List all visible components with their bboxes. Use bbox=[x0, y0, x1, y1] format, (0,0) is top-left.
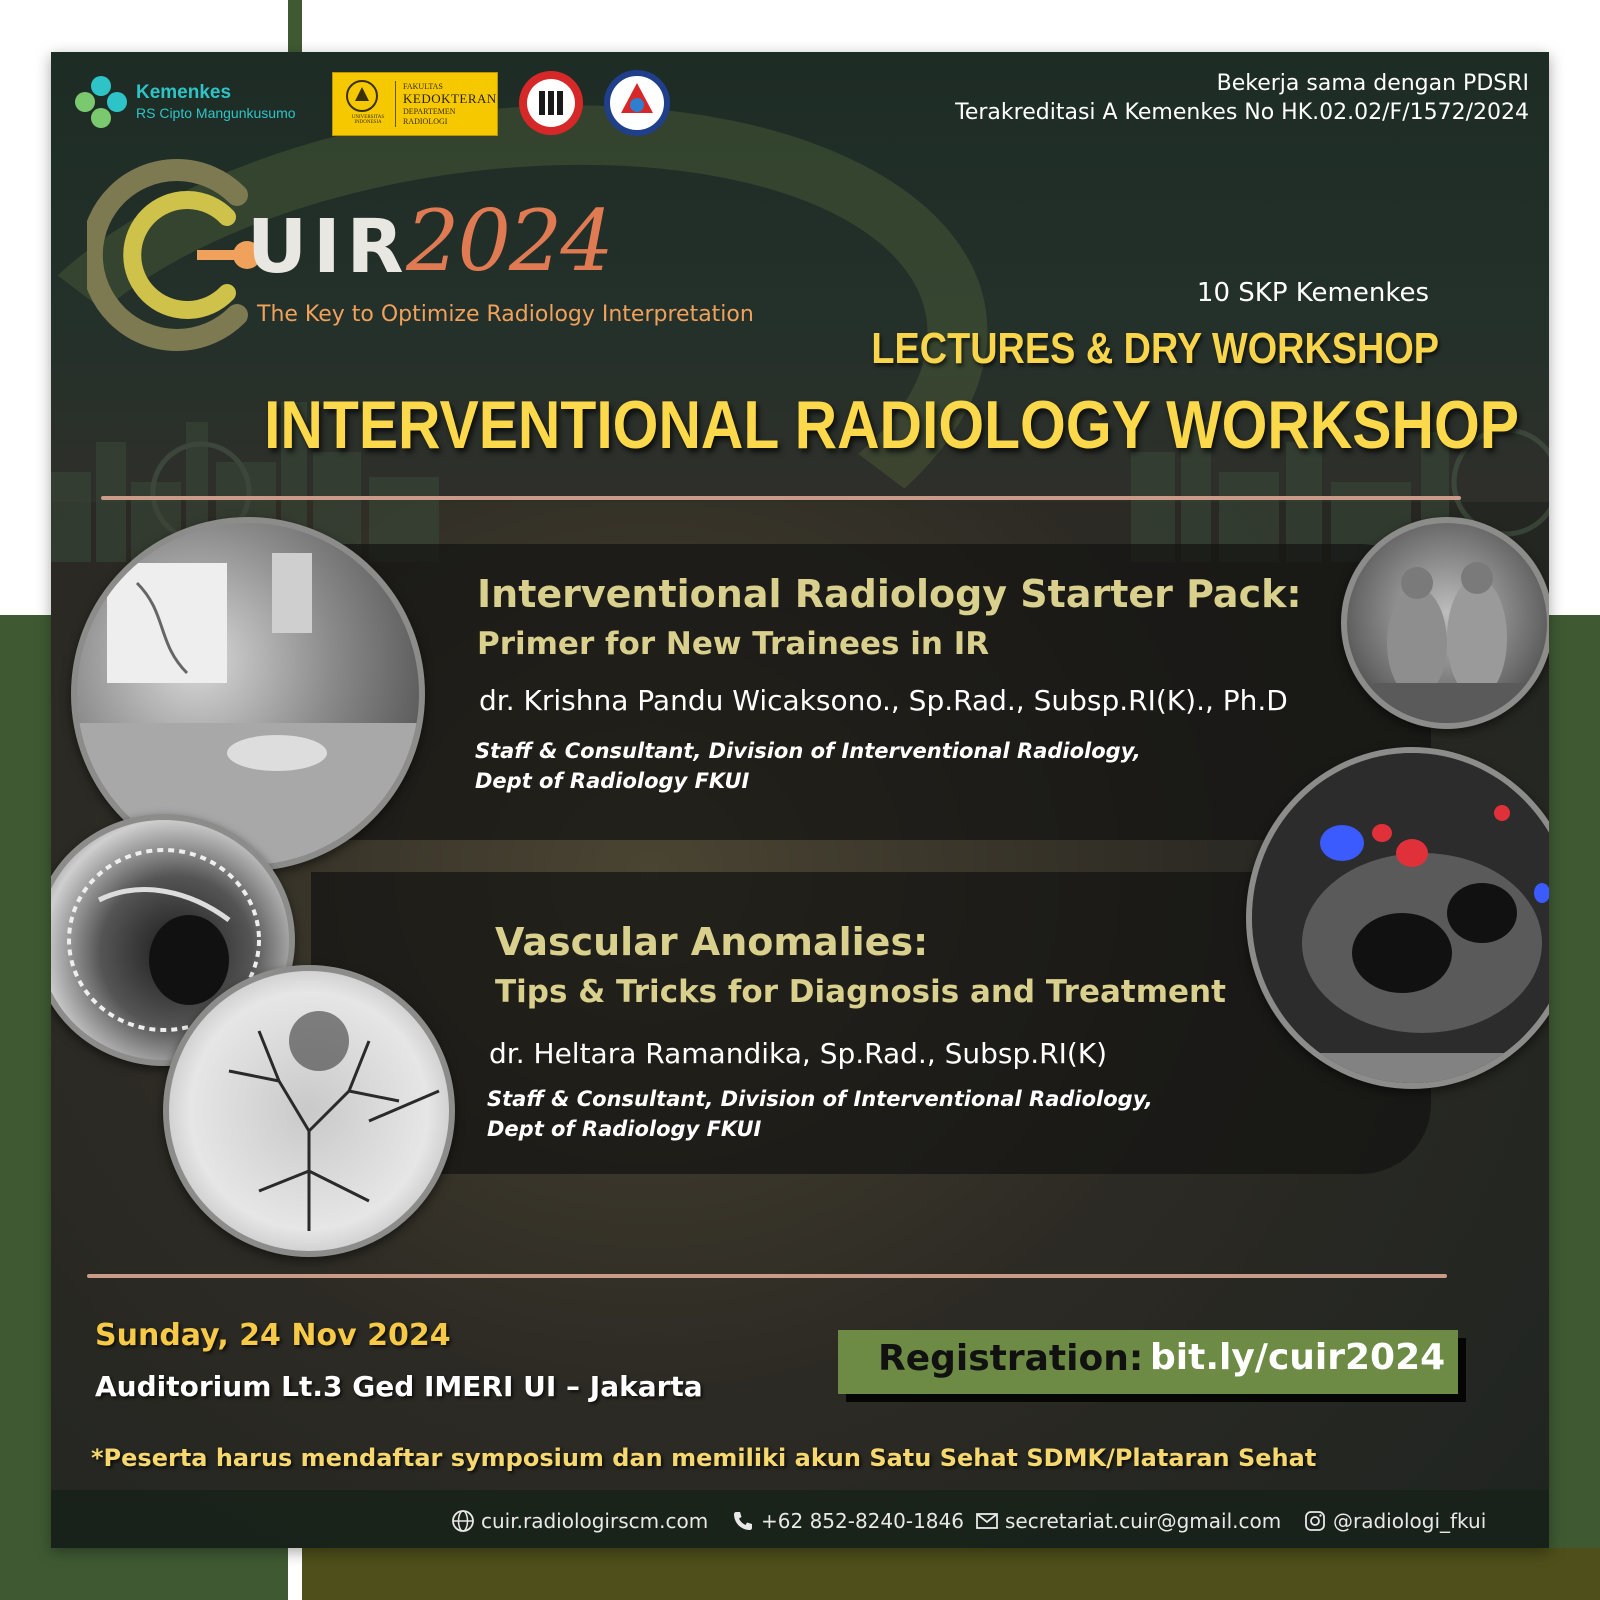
brand-tagline: The Key to Optimize Radiology Interpretation bbox=[257, 302, 754, 327]
section-divider bbox=[101, 496, 1461, 500]
website-text[interactable]: cuir.radiologirscm.com bbox=[481, 1509, 709, 1533]
instagram-icon bbox=[1303, 1509, 1327, 1533]
university-emblem-icon bbox=[345, 79, 379, 113]
event-format: LECTURES & DRY WORKSHOP bbox=[871, 324, 1439, 373]
session-1-subtitle: Primer for New Trainees in IR bbox=[477, 626, 990, 662]
session-2-subtitle: Tips & Tricks for Diagnosis and Treatment bbox=[495, 974, 1226, 1010]
event-venue: Auditorium Lt.3 Ged IMERI UI – Jakarta bbox=[95, 1370, 703, 1403]
partner-line: Bekerja sama dengan PDSRI bbox=[1216, 71, 1529, 96]
session-2-speaker-role bbox=[487, 1084, 1153, 1144]
fk-logo-line: RADIOLOGI bbox=[403, 117, 448, 126]
brand-year: 2024 bbox=[406, 192, 612, 290]
fk-radiologi-logo bbox=[332, 72, 498, 136]
fk-logo-line: DEPARTEMEN bbox=[403, 107, 456, 116]
university-name: UNIVERSITAS INDONESIA bbox=[351, 115, 385, 125]
globe-icon bbox=[451, 1509, 475, 1533]
angiogram-graphic bbox=[169, 971, 449, 1251]
skp-credits: 10 SKP Kemenkes bbox=[1196, 278, 1429, 308]
event-date: Sunday, 24 Nov 2024 bbox=[95, 1318, 451, 1353]
phone-icon bbox=[731, 1509, 755, 1533]
instagram-text[interactable]: @radiologi_fkui bbox=[1333, 1509, 1487, 1533]
session-2-title: Vascular Anomalies: bbox=[495, 920, 929, 964]
fk-logo-line: KEDOKTERAN bbox=[403, 91, 497, 106]
logo-divider bbox=[395, 81, 396, 127]
contact-instagram[interactable] bbox=[1303, 1508, 1486, 1534]
partnership-info bbox=[955, 69, 1529, 127]
procedure-photo-graphic bbox=[77, 523, 419, 865]
pdsri-logo-icon bbox=[603, 69, 671, 137]
contact-website[interactable] bbox=[451, 1508, 708, 1534]
contact-phone[interactable] bbox=[731, 1508, 964, 1534]
role-line: Staff & Consultant, Division of Interventional Radiology, bbox=[487, 1087, 1153, 1111]
kemenkes-subtitle: RS Cipto Mangunkusumo bbox=[136, 105, 296, 121]
email-text[interactable]: secretariat.cuir@gmail.com bbox=[1005, 1509, 1282, 1533]
session-1-title: Interventional Radiology Starter Pack: bbox=[477, 572, 1302, 616]
registration-box[interactable] bbox=[838, 1330, 1458, 1394]
contact-email[interactable] bbox=[975, 1508, 1281, 1534]
brand-name: UIR bbox=[247, 204, 410, 290]
accreditation-line: Terakreditasi A Kemenkes No HK.02.02/F/1572/2024 bbox=[955, 100, 1529, 125]
kemenkes-logo-icon bbox=[71, 72, 131, 132]
decorative-stripe-bottom bbox=[288, 1548, 302, 1600]
phone-text[interactable]: +62 852-8240-1846 bbox=[761, 1509, 964, 1533]
role-line: Dept of Radiology FKUI bbox=[487, 1117, 762, 1141]
angiogram-image bbox=[163, 965, 455, 1257]
session-1-speaker-role bbox=[475, 736, 1141, 796]
mail-icon bbox=[975, 1509, 999, 1533]
kemenkes-name: Kemenkes bbox=[136, 82, 232, 103]
role-line: Dept of Radiology FKUI bbox=[475, 769, 750, 793]
registration-link[interactable]: bit.ly/cuir2024 bbox=[1150, 1337, 1446, 1378]
session-2-speaker: dr. Heltara Ramandika, Sp.Rad., Subsp.RI(K) bbox=[489, 1037, 1108, 1070]
decorative-band-bottom bbox=[300, 1548, 1600, 1600]
decorative-stripe-top bbox=[288, 0, 302, 60]
section-divider bbox=[87, 1274, 1447, 1278]
event-title: INTERVENTIONAL RADIOLOGY WORKSHOP bbox=[264, 387, 1519, 463]
registration-label: Registration: bbox=[878, 1338, 1144, 1379]
registration-note: *Peserta harus mendaftar symposium dan memiliki akun Satu Sehat SDMK/Plataran Sehat bbox=[91, 1444, 1317, 1472]
poster-card bbox=[51, 52, 1549, 1548]
session-1-speaker: dr. Krishna Pandu Wicaksono., Sp.Rad., Subsp.RI(K)., Ph.D bbox=[479, 684, 1288, 717]
role-line: Staff & Consultant, Division of Interventional Radiology, bbox=[475, 739, 1141, 763]
procedure-photo-2 bbox=[1341, 517, 1549, 729]
procedure-photo-1 bbox=[71, 517, 425, 871]
fk-logo-line: FAKULTAS bbox=[403, 82, 443, 91]
idi-logo-icon bbox=[517, 69, 585, 137]
doppler-ultrasound-graphic bbox=[1252, 753, 1549, 1083]
procedure-photo-graphic bbox=[1347, 523, 1547, 723]
